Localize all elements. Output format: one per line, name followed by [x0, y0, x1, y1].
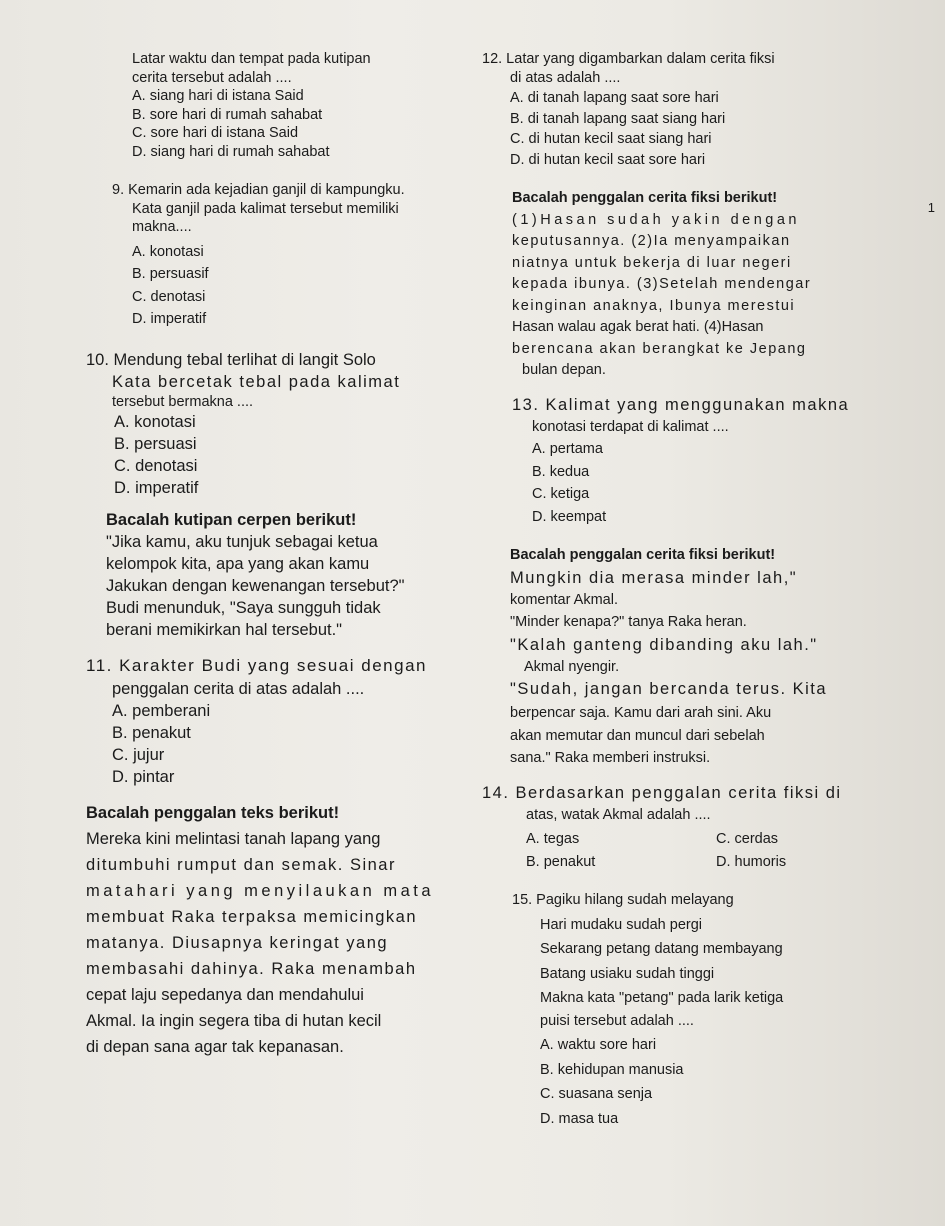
- question-9: [112, 181, 462, 329]
- question-text: penggalan cerita di atas adalah ....: [112, 679, 365, 698]
- excerpt-1: [106, 509, 462, 641]
- section-heading: Bacalah kutipan cerpen berikut!: [106, 511, 357, 529]
- excerpt-2: [86, 802, 462, 1058]
- question-text: cerita tersebut adalah ....: [132, 69, 292, 86]
- answer-option[interactable]: C. cerdas: [716, 831, 779, 847]
- answer-option[interactable]: C. di hutan kecil saat siang hari: [510, 131, 712, 147]
- answer-option[interactable]: A. pemberani: [112, 701, 211, 720]
- page-number: 1: [927, 200, 935, 215]
- excerpt-line: sana." Raka memberi instruksi.: [510, 750, 711, 766]
- excerpt-line: berpencar saja. Kamu dari arah sini. Aku: [510, 705, 772, 721]
- excerpt-line: "Jika kamu, aku tunjuk sebagai ketua: [106, 533, 378, 551]
- answer-option[interactable]: C. denotasi: [132, 288, 206, 305]
- excerpt-line: Budi menunduk, "Saya sungguh tidak: [106, 599, 381, 617]
- excerpt-3: [482, 189, 882, 380]
- question-text: Latar waktu dan tempat pada kutipan: [132, 51, 371, 67]
- question-text: 13. Kalimat yang menggunakan makna: [512, 395, 850, 414]
- excerpt-line: matanya. Diusapnya keringat yang: [86, 933, 389, 952]
- excerpt-4: [482, 546, 882, 768]
- excerpt-line: keputusannya. (2)Ia menyampaikan: [512, 233, 791, 249]
- answer-option[interactable]: B. kehidupan manusia: [540, 1061, 684, 1078]
- question-text: Kata ganjil pada kalimat tersebut memiliki: [132, 200, 399, 217]
- question-12: [482, 50, 882, 169]
- question-14: [482, 782, 882, 872]
- answer-option[interactable]: A. konotasi: [132, 243, 204, 260]
- question-continued: [112, 50, 462, 161]
- poem-line: 15. Pagiku hilang sudah melayang: [512, 892, 734, 908]
- answer-option[interactable]: B. penakut: [112, 723, 191, 742]
- answer-option[interactable]: B. kedua: [532, 463, 590, 480]
- answer-option[interactable]: C. jujur: [112, 745, 165, 764]
- excerpt-line: membuat Raka terpaksa memicingkan: [86, 907, 418, 926]
- excerpt-line: Mungkin dia merasa minder lah,": [510, 568, 798, 587]
- answer-option[interactable]: A. siang hari di istana Said: [132, 88, 304, 104]
- answer-option[interactable]: D. imperatif: [114, 479, 199, 497]
- section-heading: Bacalah penggalan cerita fiksi berikut!: [510, 547, 776, 563]
- question-text: di atas adalah ....: [510, 69, 621, 86]
- excerpt-line: niatnya untuk bekerja di luar negeri: [512, 254, 792, 271]
- question-text: puisi tersebut adalah ....: [540, 1012, 694, 1029]
- excerpt-line: berani memikirkan hal tersebut.": [106, 621, 343, 639]
- question-text: 11. Karakter Budi yang sesuai dengan: [86, 656, 427, 675]
- question-13: [482, 394, 882, 527]
- question-text: 10. Mendung tebal terlihat di langit Solo: [86, 350, 376, 369]
- answer-option[interactable]: D. siang hari di rumah sahabat: [132, 143, 330, 160]
- answer-option[interactable]: B. persuasi: [114, 435, 197, 453]
- answer-option[interactable]: B. penakut: [526, 853, 596, 870]
- question-text: makna....: [132, 219, 192, 235]
- section-heading: Bacalah penggalan teks berikut!: [86, 803, 340, 822]
- right-column: [482, 50, 882, 1128]
- excerpt-line: "Sudah, jangan bercanda terus. Kita: [510, 680, 828, 698]
- question-text: atas, watak Akmal adalah ....: [526, 806, 711, 823]
- answer-option[interactable]: A. konotasi: [114, 413, 196, 431]
- excerpt-line: Mereka kini melintasi tanah lapang yang: [86, 829, 381, 848]
- question-text: Kata bercetak tebal pada kalimat: [112, 372, 401, 391]
- answer-option[interactable]: D. di hutan kecil saat sore hari: [510, 151, 706, 168]
- answer-option[interactable]: A. pertama: [532, 441, 603, 457]
- excerpt-line: Jakukan dengan kewenangan tersebut?": [106, 577, 405, 595]
- section-heading: Bacalah penggalan cerita fiksi berikut!: [512, 190, 778, 206]
- excerpt-line: cepat laju sepedanya dan mendahului: [86, 985, 364, 1004]
- answer-option[interactable]: B. di tanah lapang saat siang hari: [510, 110, 726, 127]
- answer-option[interactable]: D. pintar: [112, 767, 175, 786]
- answer-option[interactable]: D. masa tua: [540, 1110, 619, 1127]
- answer-option[interactable]: C. denotasi: [114, 457, 198, 475]
- answer-option[interactable]: A. tegas: [526, 831, 580, 847]
- answer-option[interactable]: D. imperatif: [132, 311, 207, 327]
- answer-option[interactable]: C. suasana senja: [540, 1086, 653, 1102]
- answer-option[interactable]: D. humoris: [716, 853, 787, 870]
- excerpt-line: bulan depan.: [522, 362, 606, 378]
- excerpt-line: matahari yang menyilaukan mata: [86, 881, 435, 900]
- answer-option[interactable]: C. ketiga: [532, 486, 590, 502]
- excerpt-line: membasahi dahinya. Raka menambah: [86, 959, 417, 978]
- excerpt-line: (1)Hasan sudah yakin dengan: [512, 211, 800, 228]
- poem-line: Hari mudaku sudah pergi: [540, 916, 703, 933]
- excerpt-line: kelompok kita, apa yang akan kamu: [106, 555, 370, 573]
- excerpt-line: keinginan anaknya, Ibunya merestui: [512, 297, 796, 314]
- excerpt-line: kepada ibunya. (3)Setelah mendengar: [512, 276, 812, 292]
- question-text: 12. Latar yang digambarkan dalam cerita fiksi: [482, 51, 775, 67]
- excerpt-line: akan memutar dan muncul dari sebelah: [510, 727, 765, 744]
- excerpt-line: Akmal nyengir.: [524, 658, 620, 675]
- excerpt-line: "Minder kenapa?" tanya Raka heran.: [510, 614, 747, 630]
- answer-option[interactable]: B. sore hari di rumah sahabat: [132, 106, 323, 123]
- excerpt-line: di depan sana agar tak kepanasan.: [86, 1037, 344, 1056]
- answer-option[interactable]: A. waktu sore hari: [540, 1037, 657, 1053]
- answer-option[interactable]: B. persuasif: [132, 266, 209, 282]
- question-text: 14. Berdasarkan penggalan cerita fiksi di: [482, 783, 842, 802]
- excerpt-line: komentar Akmal.: [510, 591, 618, 608]
- excerpt-line: berencana akan berangkat ke Jepang: [512, 340, 807, 357]
- question-text: Makna kata "petang" pada larik ketiga: [540, 990, 784, 1006]
- answer-option[interactable]: D. keempat: [532, 508, 607, 525]
- excerpt-line: Hasan walau agak berat hati. (4)Hasan: [512, 319, 764, 335]
- excerpt-line: "Kalah ganteng dibanding aku lah.": [510, 635, 818, 654]
- question-text: konotasi terdapat di kalimat ....: [532, 418, 729, 435]
- question-10: [86, 349, 462, 500]
- excerpt-line: ditumbuhi rumput dan semak. Sinar: [86, 855, 396, 874]
- question-text: 9. Kemarin ada kejadian ganjil di kampungku.: [112, 182, 405, 198]
- poem-line: Batang usiaku sudah tinggi: [540, 965, 715, 982]
- answer-option[interactable]: A. di tanah lapang saat sore hari: [510, 90, 719, 106]
- question-11: [86, 655, 462, 788]
- question-text: tersebut bermakna ....: [112, 393, 254, 410]
- poem-line: Sekarang petang datang membayang: [540, 941, 783, 957]
- answer-option[interactable]: C. sore hari di istana Said: [132, 125, 299, 141]
- left-column: [86, 50, 462, 1058]
- question-15: [482, 891, 882, 1128]
- excerpt-line: Akmal. Ia ingin segera tiba di hutan kecil: [86, 1011, 382, 1030]
